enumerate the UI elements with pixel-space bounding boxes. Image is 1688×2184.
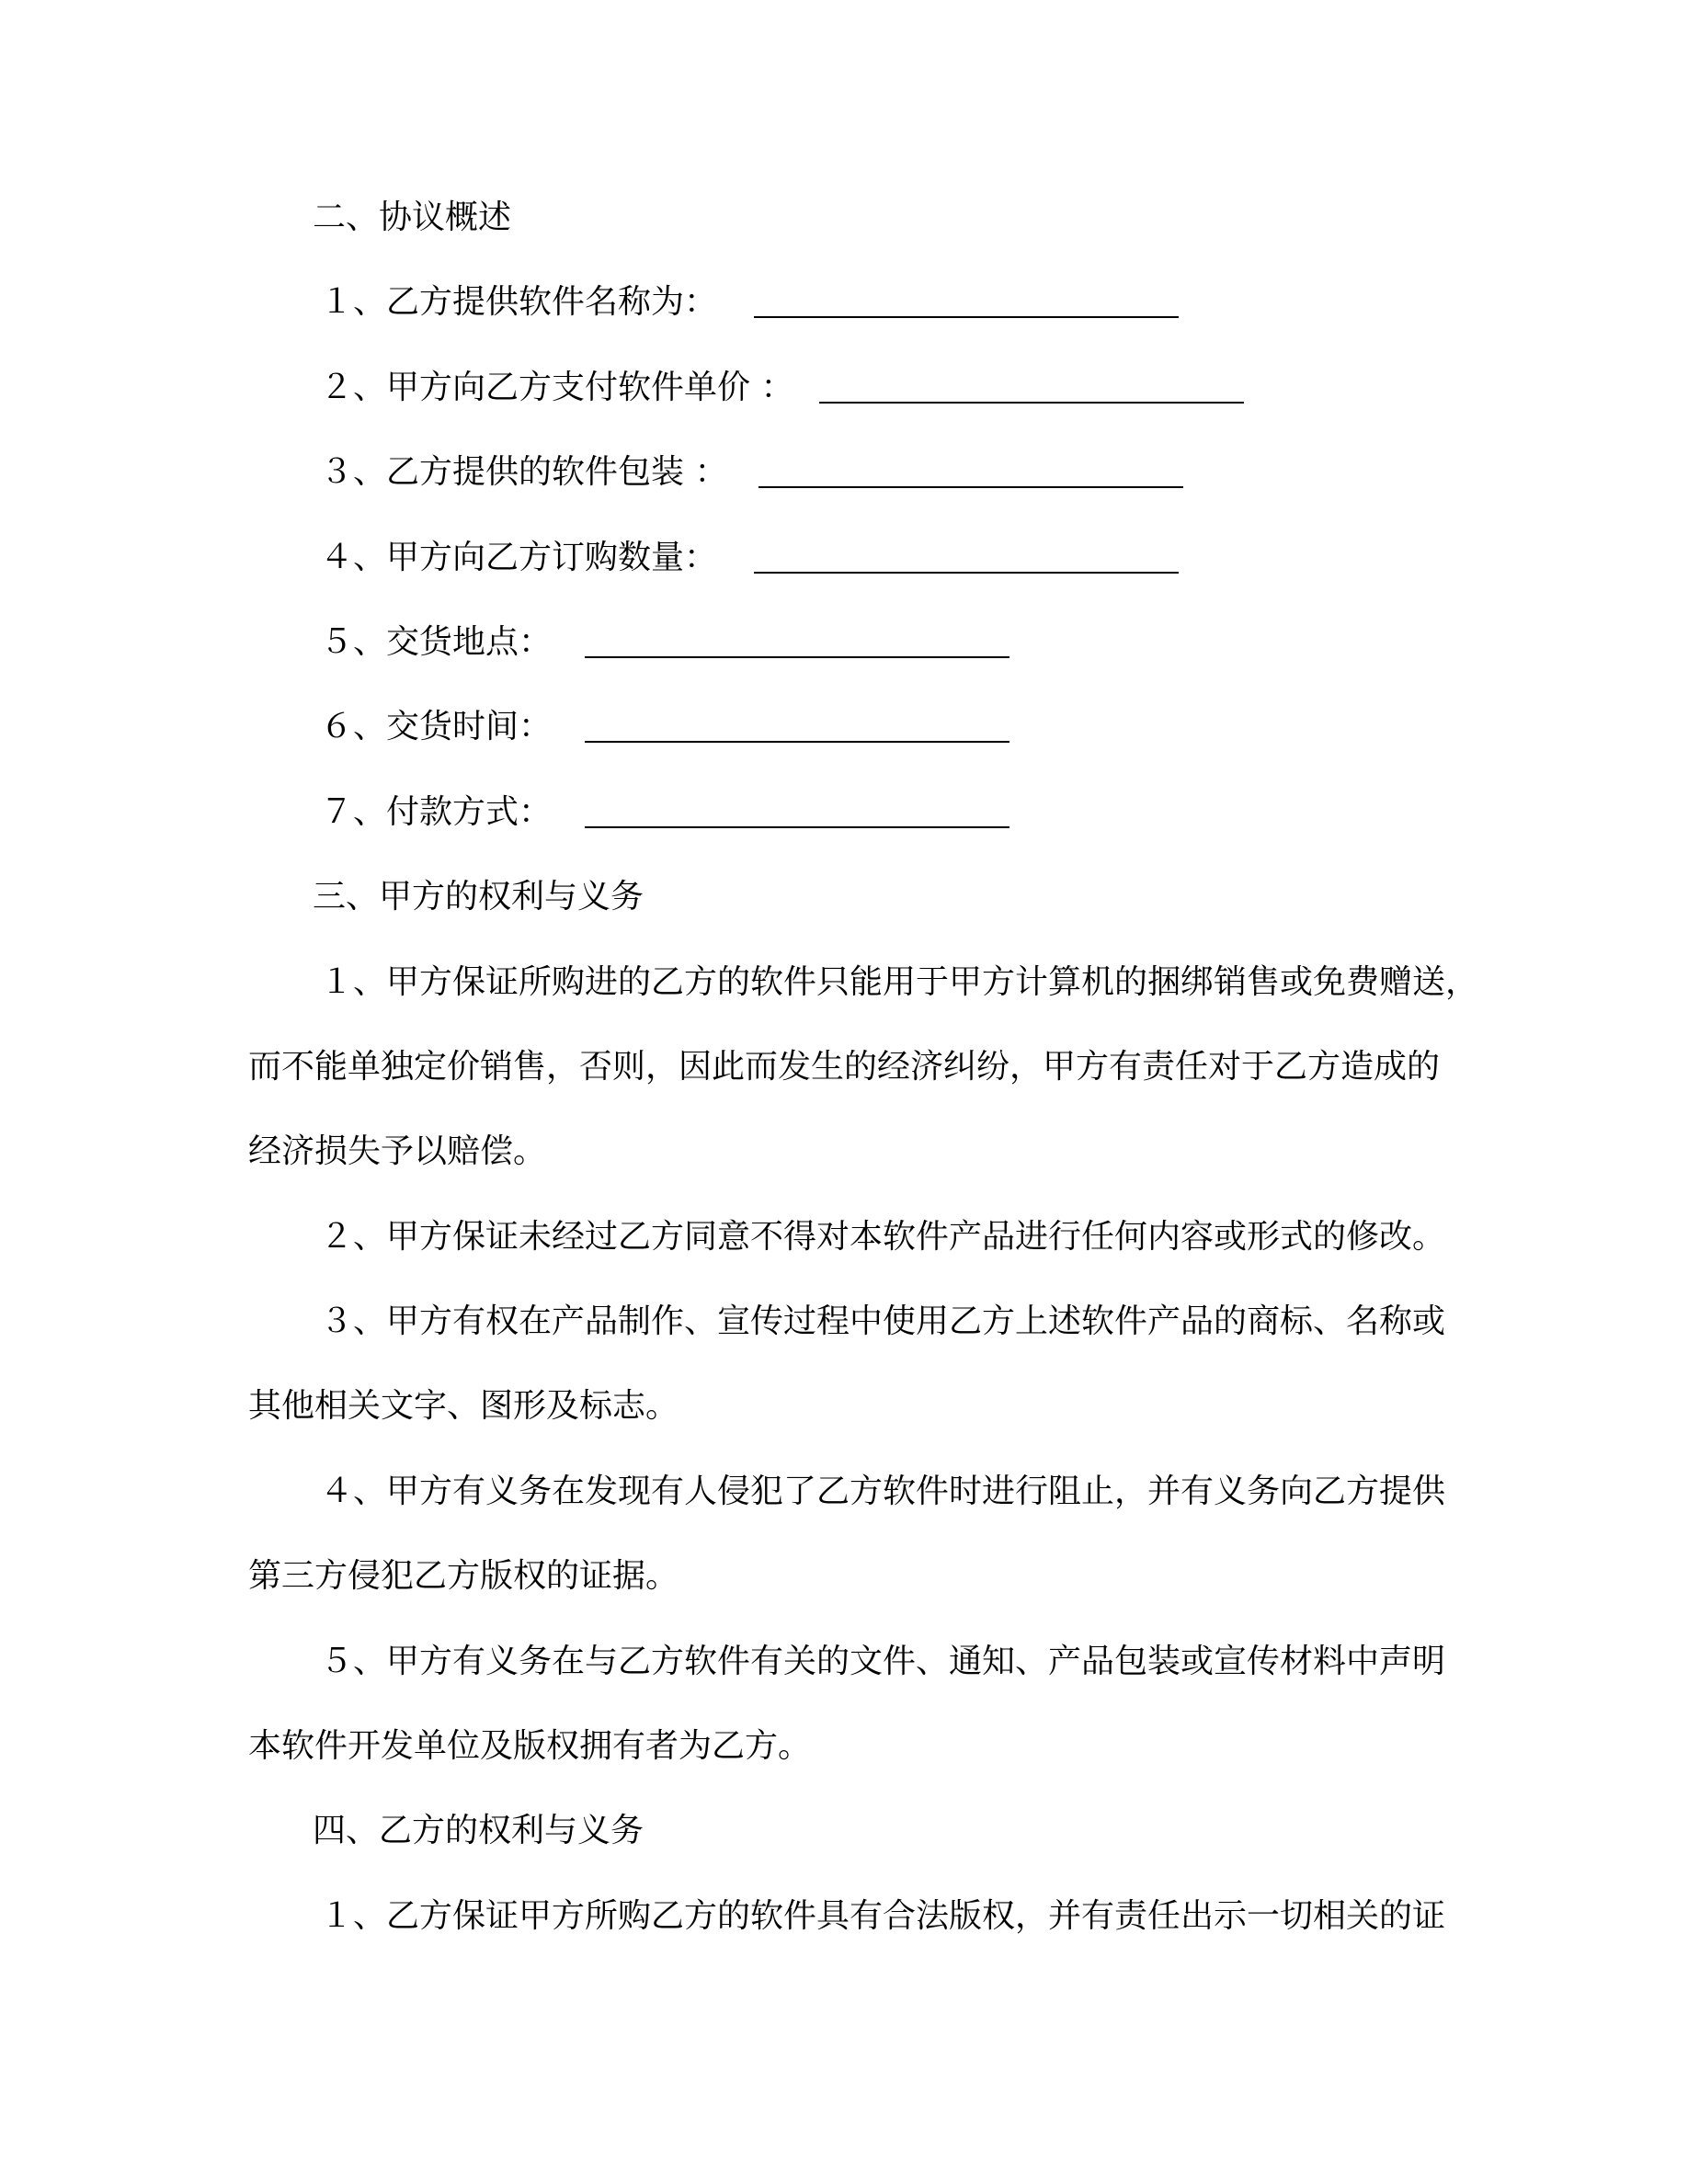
item-label: ２、甲方向乙方支付软件单价 ： <box>320 368 794 406</box>
item-label: ４、甲方向乙方订购数量： <box>320 538 718 576</box>
item-label: ３、乙方提供的软件包装 ： <box>320 453 728 492</box>
form-item-delivery-time <box>248 685 1425 769</box>
delivery-place-field[interactable] <box>585 629 1009 658</box>
paragraph-line: ５、甲方有义务在与乙方软件有关的文件、通知、产品包装或宣传材料中声明 <box>320 1642 1446 1680</box>
item-label: １、乙方提供软件名称为： <box>320 283 718 322</box>
form-item-unit-price <box>248 346 1425 430</box>
packaging-field[interactable] <box>758 459 1183 488</box>
item-label: ７、付款方式： <box>320 792 553 831</box>
form-item-software-name <box>248 260 1425 345</box>
paragraph-line: １、乙方保证甲方所购乙方的软件具有合法版权，并有责任出示一切相关的证 <box>320 1896 1446 1935</box>
item-label: ５、交货地点： <box>320 622 553 661</box>
section-heading-overview: 二、协议概述 <box>313 199 512 236</box>
payment-method-field[interactable] <box>585 799 1009 828</box>
item-label: ６、交货时间： <box>320 708 553 746</box>
software-name-field[interactable] <box>754 289 1179 318</box>
delivery-time-field[interactable] <box>585 713 1009 743</box>
form-item-delivery-place <box>248 600 1425 685</box>
paragraph-line: １、甲方保证所购进的乙方的软件只能用于甲方计算机的捆绑销售或免费赠送， <box>320 962 1479 1001</box>
paragraph-line: ２、甲方保证未经过乙方同意不得对本软件产品进行任何内容或形式的修改。 <box>320 1217 1446 1256</box>
paragraph-line: ４、甲方有义务在发现有人侵犯了乙方软件时进行阻止，并有义务向乙方提供 <box>320 1472 1446 1510</box>
section-heading-party-a: 三、甲方的权利与义务 <box>313 878 644 916</box>
paragraph-line: 其他相关文字、图形及标志。 <box>248 1387 679 1426</box>
quantity-field[interactable] <box>754 544 1179 574</box>
paragraph-line: 经济损失予以赔偿。 <box>248 1132 547 1171</box>
paragraph-line: 第三方侵犯乙方版权的证据。 <box>248 1557 679 1596</box>
paragraph-line: 而不能单独定价销售，否则，因此而发生的经济纠纷，甲方有责任对于乙方造成的 <box>248 1047 1441 1086</box>
form-item-quantity <box>248 516 1425 600</box>
paragraph-line: ３、甲方有权在产品制作、宣传过程中使用乙方上述软件产品的商标、名称或 <box>320 1302 1446 1341</box>
form-item-payment-method <box>248 770 1425 855</box>
paragraph-line: 本软件开发单位及版权拥有者为乙方。 <box>248 1727 812 1766</box>
section-heading-party-b: 四、乙方的权利与义务 <box>313 1812 644 1850</box>
form-item-packaging <box>248 430 1425 515</box>
unit-price-field[interactable] <box>819 374 1244 404</box>
contract-page <box>248 176 1479 1959</box>
